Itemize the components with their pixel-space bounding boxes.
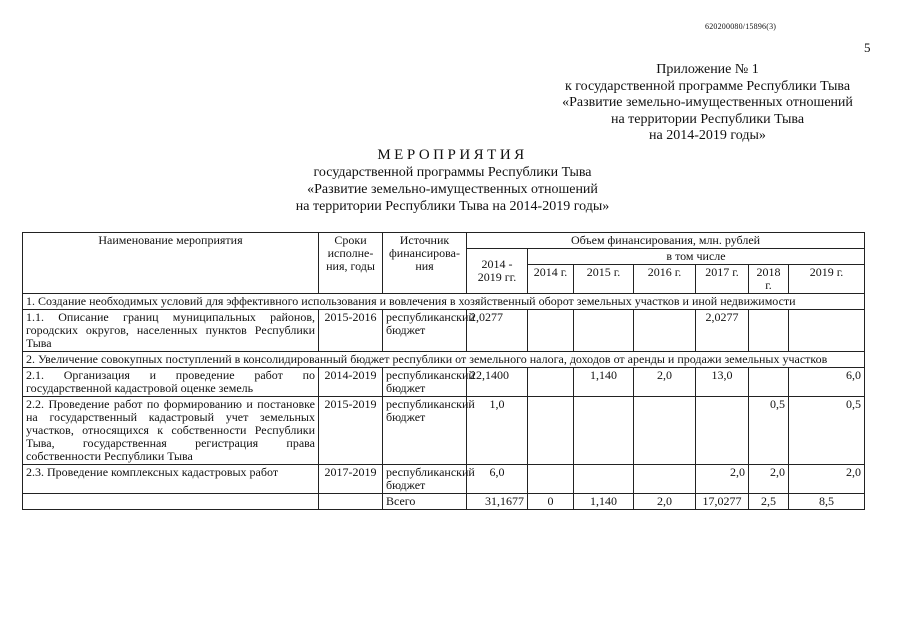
value-cell	[528, 310, 574, 352]
measure-total: 6,0	[467, 465, 528, 494]
value-cell: 0,5	[749, 397, 789, 465]
header-year: 2015 г.	[574, 265, 634, 294]
total-row	[23, 494, 865, 510]
measure-source: республиканский бюджет	[383, 310, 467, 352]
section-row	[23, 294, 865, 310]
value-cell: 2,0	[789, 465, 865, 494]
header-year: 2017 г.	[696, 265, 749, 294]
measure-total: 2,0277	[467, 310, 528, 352]
header-year: 2016 г.	[634, 265, 696, 294]
appendix-line: на 2014-2019 годы»	[649, 128, 766, 143]
value-cell	[528, 397, 574, 465]
appendix-caption	[520, 62, 895, 145]
total-year-value: 0	[528, 494, 574, 510]
total-year-value: 8,5	[789, 494, 865, 510]
measure-name: 1.1. Описание границ муниципальных районов, городских округов, населенных пунктов Республики Тыва	[23, 310, 319, 352]
table-row	[23, 465, 865, 494]
header-terms: Сроки исполне-ния, годы	[319, 233, 383, 294]
total-year-value: 1,140	[574, 494, 634, 510]
value-cell	[528, 465, 574, 494]
appendix-line: «Развитие земельно-имущественных отношений	[562, 95, 853, 110]
table-row	[23, 368, 865, 397]
total-year-value: 2,0	[634, 494, 696, 510]
title-main: МЕРОПРИЯТИЯ	[377, 147, 528, 163]
measure-terms: 2015-2019	[319, 397, 383, 465]
table-row	[23, 310, 865, 352]
value-cell	[528, 368, 574, 397]
header-volume: Объем финансирования, млн. рублей	[467, 233, 865, 249]
total-label: Всего	[383, 494, 467, 510]
appendix-line: на территории Республики Тыва	[610, 111, 805, 127]
section-2-title: 2. Увеличение совокупных поступлений в консолидированный бюджет республики от земельного налога, доходов от аренды и продажи земельных участков	[23, 352, 865, 368]
header-total-period: 2014 - 2019 гг.	[467, 249, 528, 294]
section-1-title: 1. Создание необходимых условий для эффективного использования и вовлечения в хозяйственный оборот земельных участков и иной недвижимости	[23, 294, 865, 310]
measures-table	[22, 232, 865, 510]
value-cell	[634, 465, 696, 494]
measure-source: республиканский бюджет	[383, 368, 467, 397]
header-source: Источник финансирова-ния	[383, 233, 467, 294]
title-line: «Развитие земельно-имущественных отношений	[307, 182, 598, 197]
header-row	[23, 233, 865, 249]
value-cell	[574, 310, 634, 352]
total-empty-cell	[319, 494, 383, 510]
value-cell	[749, 310, 789, 352]
measure-total: 1,0	[467, 397, 528, 465]
appendix-line: Приложение № 1	[656, 62, 759, 77]
page-number: 5	[864, 40, 871, 55]
measure-source: республиканский бюджет	[383, 397, 467, 465]
measure-terms: 2017-2019	[319, 465, 383, 494]
value-cell	[634, 310, 696, 352]
value-cell: 6,0	[789, 368, 865, 397]
value-cell	[574, 397, 634, 465]
value-cell	[696, 397, 749, 465]
measure-terms: 2014-2019	[319, 368, 383, 397]
appendix-line: к государственной программе Республики Тыва	[564, 78, 851, 94]
total-empty-cell	[23, 494, 319, 510]
total-year-value: 17,0277	[696, 494, 749, 510]
header-year: 2019 г.	[789, 265, 865, 294]
title-line: на территории Республики Тыва на 2014-2019 годы»	[295, 199, 610, 214]
header-including: в том числе	[528, 249, 865, 265]
value-cell: 1,140	[574, 368, 634, 397]
total-value: 31,1677	[467, 494, 528, 510]
table-row	[23, 397, 865, 465]
value-cell: 2,0	[696, 465, 749, 494]
value-cell: 2,0277	[696, 310, 749, 352]
value-cell: 2,0	[634, 368, 696, 397]
measure-terms: 2015-2016	[319, 310, 383, 352]
document-title	[180, 147, 725, 215]
section-row	[23, 352, 865, 368]
header-year: 2014 г.	[528, 265, 574, 294]
value-cell	[789, 310, 865, 352]
measure-name: 2.3. Проведение комплексных кадастровых работ	[23, 465, 319, 494]
value-cell	[634, 397, 696, 465]
measure-total: 22,1400	[467, 368, 528, 397]
title-line: государственной программы Республики Тыва	[313, 165, 592, 180]
value-cell: 0,5	[789, 397, 865, 465]
document-code: 620200080/15896(3)	[705, 22, 777, 31]
value-cell	[574, 465, 634, 494]
measure-source: республиканский бюджет	[383, 465, 467, 494]
value-cell: 2,0	[749, 465, 789, 494]
header-name: Наименование мероприятия	[23, 233, 319, 294]
measure-name: 2.2. Проведение работ по формированию и постановке на государственный кадастровый учет земельных участков, относящихся к собственности Республики Тыва, государственная регистрация права собственности Республики Тыва	[23, 397, 319, 465]
measure-name: 2.1. Организация и проведение работ по государственной кадастровой оценке земель	[23, 368, 319, 397]
value-cell: 13,0	[696, 368, 749, 397]
total-year-value: 2,5	[749, 494, 789, 510]
header-year: 2018 г.	[749, 265, 789, 294]
value-cell	[749, 368, 789, 397]
